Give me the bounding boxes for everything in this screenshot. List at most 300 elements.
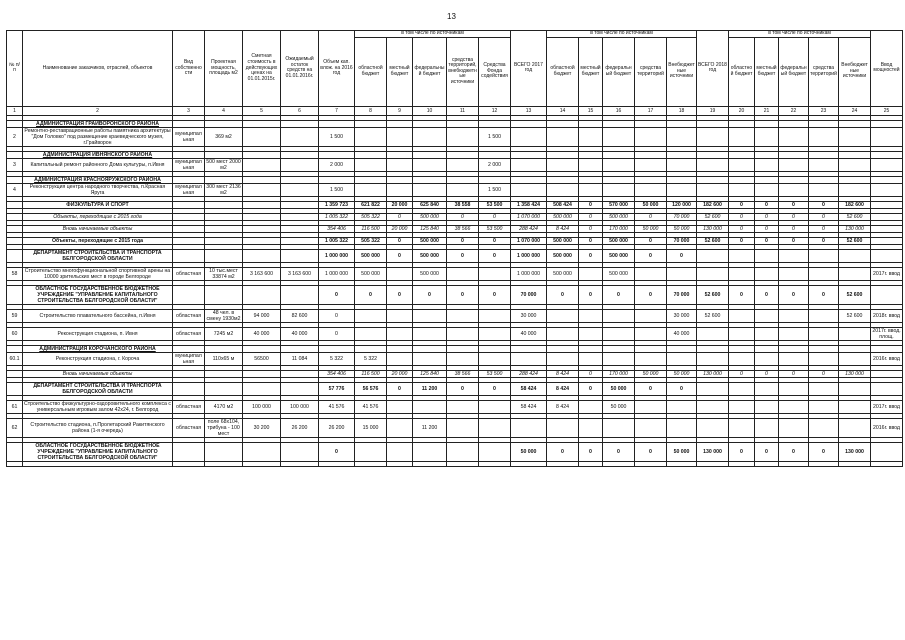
value-cell: [355, 309, 387, 322]
value-cell: [281, 442, 319, 461]
value-cell: [387, 120, 413, 127]
value-cell: 1 359 723: [319, 201, 355, 208]
value-cell: [729, 176, 755, 183]
value-cell: [809, 400, 839, 413]
value-cell: [603, 151, 635, 158]
value-cell: 505 322: [355, 213, 387, 220]
value-cell: 1 000 000: [319, 249, 355, 262]
value-cell: [729, 183, 755, 196]
row-number-cell: [7, 120, 23, 127]
empty-cell: [579, 461, 603, 466]
value-cell: [603, 158, 635, 171]
value-cell: [755, 120, 779, 127]
value-cell: 100 000: [281, 400, 319, 413]
subtotal-row: [7, 213, 903, 220]
value-cell: [447, 158, 479, 171]
value-cell: [809, 382, 839, 395]
value-cell: [413, 345, 447, 352]
value-cell: [839, 267, 871, 280]
value-cell: [697, 327, 729, 340]
value-cell: [243, 285, 281, 304]
value-cell: 500 000: [547, 249, 579, 262]
row-number-cell: 4: [7, 183, 23, 196]
value-cell: [729, 345, 755, 352]
table-row: [7, 418, 903, 437]
value-cell: [667, 127, 697, 146]
value-cell: 11 084: [281, 352, 319, 365]
value-cell: [809, 249, 839, 262]
value-cell: [839, 418, 871, 437]
value-cell: [447, 442, 479, 461]
row-number-cell: [7, 285, 23, 304]
commissioning-cell: [871, 201, 903, 208]
value-cell: 50 000: [511, 442, 547, 461]
value-cell: 116 500: [355, 225, 387, 232]
col-commissioning-header: Ввод мощностей: [871, 31, 903, 107]
value-cell: [809, 176, 839, 183]
value-cell: [809, 151, 839, 158]
value-cell: [603, 127, 635, 146]
value-cell: [355, 183, 387, 196]
col-total-2017-header: ВСЕГО 2017 год: [511, 31, 547, 107]
value-cell: 0: [547, 442, 579, 461]
value-cell: 0: [755, 201, 779, 208]
ownership-cell: муниципальная: [173, 127, 205, 146]
commissioning-cell: [871, 127, 903, 146]
column-number-cell: 17: [635, 106, 667, 115]
value-cell: [779, 176, 809, 183]
value-cell: [479, 400, 511, 413]
value-cell: [839, 327, 871, 340]
value-cell: 3 163 600: [243, 267, 281, 280]
value-cell: [697, 158, 729, 171]
empty-cell: [479, 461, 511, 466]
value-cell: [809, 183, 839, 196]
group-header-2017: в том числе по источникам: [547, 31, 697, 38]
row-number-cell: [7, 213, 23, 220]
value-cell: 500 000: [413, 249, 447, 262]
value-cell: 500 000: [413, 267, 447, 280]
value-cell: [729, 352, 755, 365]
value-cell: [479, 151, 511, 158]
value-cell: 505 322: [355, 237, 387, 244]
value-cell: 1 070 000: [511, 213, 547, 220]
value-cell: 0: [755, 285, 779, 304]
empty-cell: [7, 461, 23, 466]
src-local-header: местный бюджет: [387, 37, 413, 106]
value-cell: 0: [667, 382, 697, 395]
object-name-cell: Строительство плавательного бассейна, п.Ивня: [23, 309, 173, 322]
value-cell: [697, 400, 729, 413]
value-cell: [635, 327, 667, 340]
value-cell: [243, 442, 281, 461]
value-cell: 0: [729, 285, 755, 304]
src-regional-header: областной бюджет: [547, 37, 579, 106]
value-cell: 0: [579, 370, 603, 377]
subtotal-row: [7, 382, 903, 395]
value-cell: [603, 176, 635, 183]
subtotal-row: [7, 201, 903, 208]
value-cell: [697, 418, 729, 437]
capacity-cell: [205, 237, 243, 244]
col-remaining-header: Ожидаемый остаток средств на 01.01.2016г.: [281, 31, 319, 107]
empty-cell: [355, 461, 387, 466]
value-cell: 0: [755, 442, 779, 461]
src-federal-header: федеральный бюджет: [779, 37, 809, 106]
empty-cell: [729, 461, 755, 466]
value-cell: [511, 345, 547, 352]
value-cell: 0: [387, 382, 413, 395]
value-cell: 500 000: [603, 237, 635, 244]
column-number-cell: 3: [173, 106, 205, 115]
value-cell: [413, 327, 447, 340]
value-cell: 500 000: [603, 249, 635, 262]
value-cell: 125 840: [413, 370, 447, 377]
object-name-cell: Ремонтно-реставрационные работы памятника архитектуры "Дом Головко" под размещение краеведческого музея, г.Грайворон: [24, 127, 171, 146]
object-name-cell: Реконструкция центра народного творчества, п.Красная Яруга: [23, 183, 173, 196]
value-cell: 53 500: [479, 225, 511, 232]
commissioning-cell: [871, 237, 903, 244]
value-cell: 500 000: [547, 237, 579, 244]
ownership-cell: [173, 225, 205, 232]
value-cell: [547, 158, 579, 171]
value-cell: 0: [755, 225, 779, 232]
table-row: [7, 267, 903, 280]
value-cell: [667, 120, 697, 127]
value-cell: [579, 345, 603, 352]
commissioning-cell: [871, 370, 903, 377]
ownership-cell: муниципальная: [173, 352, 205, 365]
col-total-2018-header: ВСЕГО 2018 год: [697, 31, 729, 107]
value-cell: 52 600: [839, 309, 871, 322]
object-name-cell: ДЕПАРТАМЕНТ СТРОИТЕЛЬСТВА И ТРАНСПОРТА БЕЛГОРОДСКОЙ ОБЛАСТИ: [23, 249, 173, 262]
value-cell: [755, 151, 779, 158]
value-cell: [355, 127, 387, 146]
capacity-cell: [205, 176, 243, 183]
value-cell: [479, 345, 511, 352]
value-cell: [839, 127, 871, 146]
value-cell: 0: [387, 249, 413, 262]
value-cell: 500 000: [603, 213, 635, 220]
value-cell: [511, 120, 547, 127]
value-cell: 508 424: [547, 201, 579, 208]
value-cell: [413, 400, 447, 413]
value-cell: 0: [447, 249, 479, 262]
value-cell: [839, 345, 871, 352]
header-group-row: [7, 31, 903, 38]
value-cell: 50 000: [667, 370, 697, 377]
value-cell: 0: [729, 442, 755, 461]
value-cell: [447, 400, 479, 413]
spacer-row: [7, 461, 903, 466]
ownership-cell: [173, 285, 205, 304]
value-cell: 52 600: [839, 237, 871, 244]
col-no-header: № п/п: [7, 31, 23, 107]
value-cell: [635, 352, 667, 365]
value-cell: [635, 158, 667, 171]
value-cell: [243, 225, 281, 232]
value-cell: 0: [635, 285, 667, 304]
value-cell: 130 000: [697, 370, 729, 377]
value-cell: [755, 249, 779, 262]
empty-cell: [871, 461, 903, 466]
value-cell: 52 600: [839, 285, 871, 304]
value-cell: [547, 120, 579, 127]
column-number-cell: 19: [697, 106, 729, 115]
value-cell: [413, 151, 447, 158]
value-cell: [547, 176, 579, 183]
value-cell: 0: [603, 285, 635, 304]
value-cell: [839, 249, 871, 262]
value-cell: 0: [579, 382, 603, 395]
value-cell: [387, 309, 413, 322]
value-cell: [603, 327, 635, 340]
value-cell: 52 600: [697, 285, 729, 304]
value-cell: [729, 249, 755, 262]
value-cell: 50 000: [667, 225, 697, 232]
column-number-cell: 8: [355, 106, 387, 115]
value-cell: [479, 442, 511, 461]
value-cell: [779, 345, 809, 352]
value-cell: 40 000: [243, 327, 281, 340]
empty-cell: [243, 461, 281, 466]
object-name-cell: ФИЗКУЛЬТУРА И СПОРТ: [23, 201, 173, 208]
value-cell: [579, 352, 603, 365]
value-cell: 0: [667, 249, 697, 262]
table-row: [7, 327, 903, 340]
object-name-cell: Объекты, переходящие с 2015 года: [23, 213, 173, 220]
object-name-cell: Строительство стадиона, п.Пролетарский Ракитянского района (1-я очередь): [23, 418, 173, 437]
src-extrabudget-header: Внебюджетные источники: [667, 37, 697, 106]
value-cell: 500 000: [547, 213, 579, 220]
column-number-cell: 14: [547, 106, 579, 115]
value-cell: 170 000: [603, 370, 635, 377]
value-cell: 354 406: [319, 225, 355, 232]
value-cell: [579, 327, 603, 340]
value-cell: [547, 127, 579, 146]
subtotal-row: [7, 370, 903, 377]
row-number-cell: 62: [7, 418, 23, 437]
value-cell: 0: [319, 442, 355, 461]
value-cell: [729, 400, 755, 413]
value-cell: 500 000: [355, 249, 387, 262]
value-cell: [667, 418, 697, 437]
capacity-cell: [205, 345, 243, 352]
value-cell: [667, 352, 697, 365]
row-number-cell: 2: [7, 127, 23, 146]
value-cell: [809, 120, 839, 127]
value-cell: [839, 151, 871, 158]
section-header-row: [7, 176, 903, 183]
value-cell: 0: [447, 213, 479, 220]
value-cell: 70 000: [667, 237, 697, 244]
object-name-cell: ОБЛАСТНОЕ ГОСУДАРСТВЕННОЕ БЮДЖЕТНОЕ УЧРЕЖДЕНИЕ "УПРАВЛЕНИЕ КАПИТАЛЬНОГО СТРОИТЕЛЬСТВА БЕЛГОРОДСКОЙ ОБЛАСТИ": [23, 285, 173, 304]
value-cell: 570 000: [603, 201, 635, 208]
value-cell: [447, 267, 479, 280]
ownership-cell: [173, 151, 205, 158]
value-cell: 8 424: [547, 382, 579, 395]
column-number-cell: 25: [871, 106, 903, 115]
capital-investment-table: [6, 30, 903, 467]
value-cell: 40 000: [511, 327, 547, 340]
value-cell: [839, 400, 871, 413]
value-cell: [413, 183, 447, 196]
commissioning-cell: [871, 345, 903, 352]
col-name-header: Наименование заказчиков, отраслей, объектов: [23, 31, 173, 107]
value-cell: 41 576: [319, 400, 355, 413]
object-name-cell: ДЕПАРТАМЕНТ СТРОИТЕЛЬСТВА И ТРАНСПОРТА БЕЛГОРОДСКОЙ ОБЛАСТИ: [23, 382, 173, 395]
object-name-cell: Вновь начинаемые объекты: [23, 370, 173, 377]
value-cell: [809, 267, 839, 280]
value-cell: 8 424: [547, 370, 579, 377]
value-cell: 0: [479, 237, 511, 244]
ownership-cell: [173, 345, 205, 352]
empty-cell: [667, 461, 697, 466]
object-name-cell: АДМИНИСТРАЦИЯ ГРАЙВОРОНСКОГО РАЙОНА: [23, 120, 173, 127]
value-cell: [579, 309, 603, 322]
value-cell: 0: [579, 237, 603, 244]
value-cell: 0: [779, 213, 809, 220]
value-cell: [667, 400, 697, 413]
value-cell: 0: [413, 285, 447, 304]
value-cell: [697, 127, 729, 146]
column-number-cell: 4: [205, 106, 243, 115]
ownership-cell: областная: [173, 418, 205, 437]
value-cell: 354 406: [319, 370, 355, 377]
value-cell: [635, 183, 667, 196]
table-row: [7, 309, 903, 322]
value-cell: [729, 120, 755, 127]
value-cell: [281, 345, 319, 352]
value-cell: [697, 176, 729, 183]
object-name-cell: Строительство физкультурно-оздоровительного комплекса с универсальным игровым залом 42х24, г. Белгород: [24, 400, 171, 413]
value-cell: [809, 158, 839, 171]
empty-cell: [635, 461, 667, 466]
value-cell: 30 000: [511, 309, 547, 322]
capacity-cell: [205, 213, 243, 220]
capacity-cell: 4170 м2: [205, 400, 243, 413]
value-cell: [697, 267, 729, 280]
value-cell: [281, 213, 319, 220]
value-cell: [755, 418, 779, 437]
value-cell: 50 000: [667, 442, 697, 461]
value-cell: 52 600: [697, 213, 729, 220]
row-number-cell: [7, 345, 23, 352]
commissioning-cell: 2016г. ввод: [871, 352, 903, 365]
value-cell: [667, 158, 697, 171]
value-cell: 130 000: [839, 370, 871, 377]
value-cell: 0: [755, 213, 779, 220]
value-cell: [281, 237, 319, 244]
commissioning-cell: 2017г. ввод. площ.: [872, 327, 901, 340]
commissioning-cell: [871, 382, 903, 395]
value-cell: 0: [809, 201, 839, 208]
value-cell: [413, 176, 447, 183]
commissioning-cell: [871, 249, 903, 262]
value-cell: [755, 352, 779, 365]
commissioning-cell: 2016г. ввод: [871, 418, 903, 437]
value-cell: 0: [319, 285, 355, 304]
value-cell: 0: [447, 285, 479, 304]
ownership-cell: [173, 442, 205, 461]
value-cell: [243, 249, 281, 262]
ownership-cell: [173, 249, 205, 262]
object-name-cell: ОБЛАСТНОЕ ГОСУДАРСТВЕННОЕ БЮДЖЕТНОЕ УЧРЕЖДЕНИЕ "УПРАВЛЕНИЕ КАПИТАЛЬНОГО СТРОИТЕЛЬСТВА БЕЛГОРОДСКОЙ ОБЛАСТИ": [23, 442, 173, 461]
ownership-cell: областная: [173, 400, 205, 413]
column-number-cell: 20: [729, 106, 755, 115]
src-local-header: местный бюджет: [579, 37, 603, 106]
value-cell: [281, 285, 319, 304]
value-cell: [413, 158, 447, 171]
value-cell: [547, 352, 579, 365]
value-cell: [579, 400, 603, 413]
value-cell: 11 200: [413, 382, 447, 395]
value-cell: 0: [809, 442, 839, 461]
capacity-cell: [205, 151, 243, 158]
value-cell: [355, 442, 387, 461]
column-numbers-row: [7, 106, 903, 115]
page-number: 13: [447, 12, 456, 21]
value-cell: [779, 267, 809, 280]
value-cell: 26 200: [319, 418, 355, 437]
value-cell: [839, 120, 871, 127]
section-header-row: [7, 345, 903, 352]
section-header-row: [7, 120, 903, 127]
value-cell: 58 424: [511, 382, 547, 395]
value-cell: [387, 158, 413, 171]
value-cell: [511, 151, 547, 158]
value-cell: [243, 201, 281, 208]
value-cell: [635, 309, 667, 322]
value-cell: 57 776: [319, 382, 355, 395]
value-cell: 1 358 424: [511, 201, 547, 208]
value-cell: [511, 352, 547, 365]
value-cell: [387, 352, 413, 365]
value-cell: 2 000: [479, 158, 511, 171]
value-cell: 20 000: [387, 201, 413, 208]
value-cell: [479, 309, 511, 322]
col-volume-header: Объем кап. влож. на 2016 год: [319, 31, 355, 107]
value-cell: [755, 400, 779, 413]
value-cell: [281, 225, 319, 232]
value-cell: [697, 249, 729, 262]
column-number-cell: 2: [23, 106, 173, 115]
value-cell: 0: [779, 442, 809, 461]
value-cell: [603, 309, 635, 322]
value-cell: [779, 158, 809, 171]
value-cell: [603, 352, 635, 365]
value-cell: [281, 201, 319, 208]
value-cell: [635, 345, 667, 352]
value-cell: [547, 327, 579, 340]
value-cell: 0: [579, 213, 603, 220]
value-cell: 0: [479, 213, 511, 220]
value-cell: 0: [579, 201, 603, 208]
value-cell: [243, 158, 281, 171]
value-cell: [579, 158, 603, 171]
empty-cell: [511, 461, 547, 466]
value-cell: [635, 127, 667, 146]
value-cell: 26 200: [281, 418, 319, 437]
value-cell: [387, 327, 413, 340]
value-cell: [355, 120, 387, 127]
object-name-cell: АДМИНИСТРАЦИЯ КОРОЧАНСКОГО РАЙОНА: [23, 345, 173, 352]
value-cell: [697, 382, 729, 395]
ownership-cell: [173, 120, 205, 127]
value-cell: 20 000: [387, 370, 413, 377]
value-cell: [809, 418, 839, 437]
value-cell: [413, 120, 447, 127]
